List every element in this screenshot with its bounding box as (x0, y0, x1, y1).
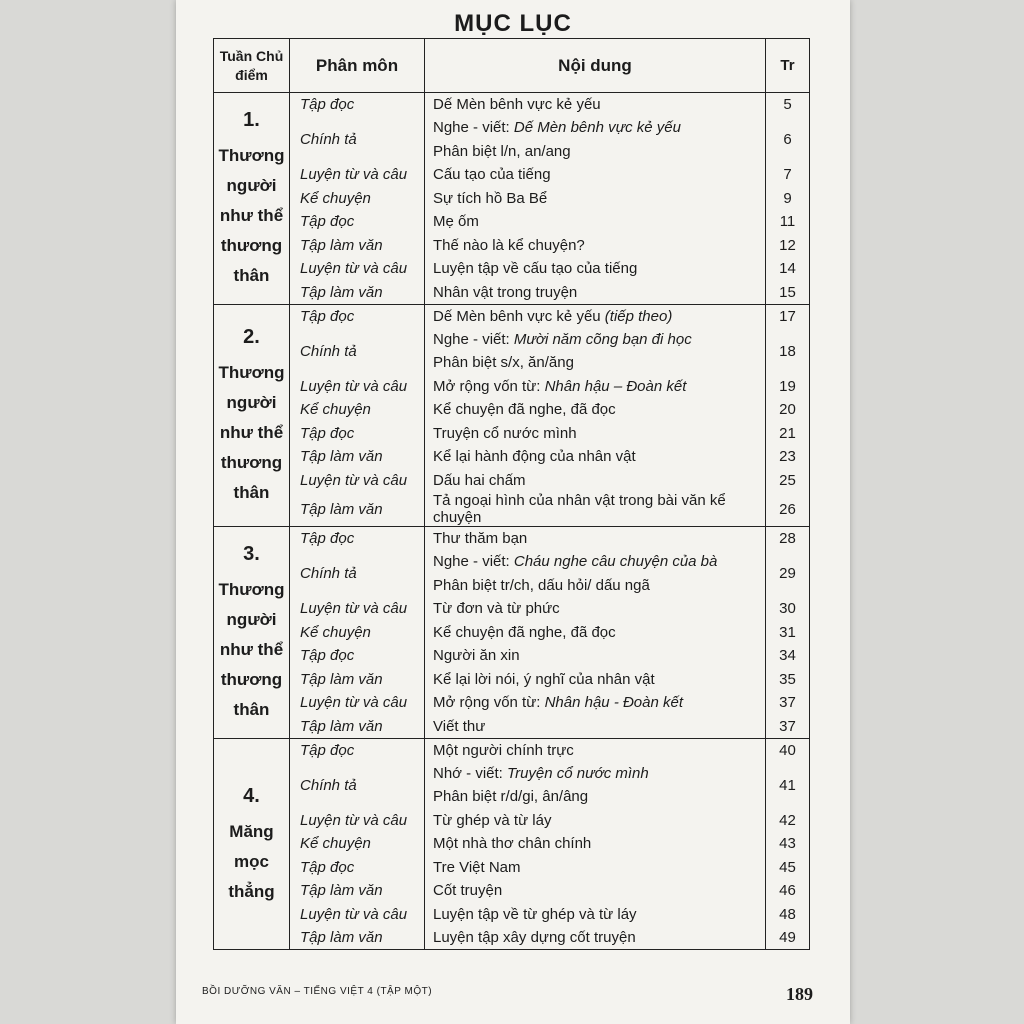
subject-cell: Tập đọc (290, 527, 425, 551)
content-text: Cốt truyện (433, 882, 503, 900)
header-page: Tr (766, 39, 810, 93)
week-number: 2. (243, 326, 260, 349)
table-row (214, 856, 810, 880)
content-italic-text: Cháu nghe câu chuyện của bà (513, 553, 718, 571)
content-text: Một nhà thơ chân chính (433, 835, 592, 853)
content-text: Từ ghép và từ láy (433, 811, 552, 829)
table-row (214, 187, 810, 211)
subject-cell: Chính tả (290, 550, 425, 597)
table-row (214, 762, 810, 786)
content-cell (425, 492, 766, 527)
subject-cell: Tập đọc (290, 93, 425, 117)
page-cell: 7 (766, 163, 810, 187)
content-text: Mở rộng vốn từ: (433, 694, 545, 712)
content-text: Nghe - viết: (433, 330, 514, 348)
content-italic-text: Mười năm cõng bạn đi học (513, 330, 692, 348)
content-text: Kể chuyện đã nghe, đã đọc (433, 401, 616, 419)
page-number: 189 (786, 984, 813, 1004)
content-cell (425, 328, 766, 352)
subject-cell: Tập làm văn (290, 715, 425, 739)
content-cell (425, 445, 766, 469)
table-row (214, 621, 810, 645)
content-text: Mẹ ốm (433, 213, 479, 231)
header-subject: Phân môn (290, 39, 425, 93)
subject-cell: Tập làm văn (290, 668, 425, 692)
subject-cell: Kể chuyện (290, 621, 425, 645)
table-row (214, 527, 810, 551)
content-cell (425, 234, 766, 258)
content-text: Truyện cổ nước mình (433, 424, 577, 442)
content-cell (425, 187, 766, 211)
page-cell: 6 (766, 116, 810, 163)
content-text: Tả ngoại hình của nhân vật trong bài văn kể chuyện (433, 492, 726, 526)
week-theme: Thương người như thể thương thân (218, 580, 285, 720)
page-cell: 40 (766, 738, 810, 762)
subject-cell: Luyện từ và câu (290, 375, 425, 399)
content-cell (425, 668, 766, 692)
page-cell: 5 (766, 93, 810, 117)
week-theme-cell (214, 527, 290, 739)
content-text: Người ăn xin (433, 647, 520, 665)
subject-cell: Luyện từ và câu (290, 809, 425, 833)
page-cell: 28 (766, 527, 810, 551)
table-row (214, 422, 810, 446)
subject-cell: Chính tả (290, 116, 425, 163)
content-cell (425, 281, 766, 305)
subject-cell: Luyện từ và câu (290, 597, 425, 621)
content-cell (425, 809, 766, 833)
page-cell: 30 (766, 597, 810, 621)
content-text: Kể lại lời nói, ý nghĩ của nhân vật (433, 670, 655, 688)
content-cell (425, 140, 766, 164)
content-cell (425, 832, 766, 856)
page-cell: 31 (766, 621, 810, 645)
subject-cell: Kể chuyện (290, 187, 425, 211)
subject-cell: Tập làm văn (290, 445, 425, 469)
subject-cell: Tập làm văn (290, 879, 425, 903)
content-cell (425, 550, 766, 574)
page-cell: 41 (766, 762, 810, 809)
header-week: Tuần Chủ điểm (214, 39, 290, 93)
table-row (214, 492, 810, 527)
content-cell (425, 691, 766, 715)
table-row (214, 738, 810, 762)
content-text: Nhân vật trong truyện (433, 283, 578, 301)
content-cell (425, 856, 766, 880)
page-cell: 12 (766, 234, 810, 258)
content-text: Sự tích hồ Ba Bể (433, 189, 548, 207)
subject-cell: Luyện từ và câu (290, 469, 425, 493)
week-theme: Thương người như thể thương thân (218, 146, 285, 286)
week-number: 4. (243, 784, 260, 807)
content-cell (425, 762, 766, 786)
content-cell (425, 879, 766, 903)
subject-cell: Tập làm văn (290, 492, 425, 527)
table-row (214, 903, 810, 927)
content-cell (425, 163, 766, 187)
content-cell (425, 715, 766, 739)
subject-cell: Tập đọc (290, 738, 425, 762)
content-italic-text: Dế Mèn bênh vực kẻ yếu (513, 119, 681, 137)
page-cell: 49 (766, 926, 810, 950)
content-cell (425, 210, 766, 234)
week-theme: Măng mọc thẳng (228, 821, 275, 901)
page-cell: 21 (766, 422, 810, 446)
content-cell (425, 398, 766, 422)
content-text: Thế nào là kể chuyện? (433, 236, 585, 254)
page-title: MỤC LỤC (454, 10, 572, 37)
content-text: Thư thăm bạn (433, 530, 528, 547)
content-text: Nhớ - viết: (433, 764, 508, 782)
book-page (176, 0, 850, 1024)
table-row (214, 210, 810, 234)
table-row (214, 926, 810, 950)
week-theme-cell (214, 304, 290, 527)
table-row (214, 469, 810, 493)
page-cell: 26 (766, 492, 810, 527)
page-cell: 34 (766, 644, 810, 668)
week-theme: Thương người như thể thương thân (218, 363, 285, 503)
page-cell: 48 (766, 903, 810, 927)
content-cell (425, 422, 766, 446)
table-row (214, 832, 810, 856)
week-theme-cell (214, 738, 290, 950)
table-row (214, 116, 810, 140)
content-cell (425, 351, 766, 375)
content-text: Mở rộng vốn từ: (433, 377, 545, 395)
content-text: Luyện tập về từ ghép và từ láy (433, 905, 637, 923)
content-cell (425, 903, 766, 927)
page-cell: 23 (766, 445, 810, 469)
content-cell (425, 738, 766, 762)
content-text: Dế Mèn bênh vực kẻ yếu (433, 96, 601, 113)
page-cell: 15 (766, 281, 810, 305)
content-text: Tre Việt Nam (433, 858, 521, 876)
content-text-line2: Phân biệt r/d/gi, ân/âng (433, 788, 589, 806)
page-cell: 11 (766, 210, 810, 234)
content-cell (425, 375, 766, 399)
content-text: Dế Mèn bênh vực kẻ yếu (433, 307, 605, 325)
subject-cell: Chính tả (290, 328, 425, 375)
content-italic-text: Nhân hậu - Đoàn kết (544, 694, 684, 712)
subject-cell: Luyện từ và câu (290, 903, 425, 927)
table-row (214, 668, 810, 692)
content-cell (425, 527, 766, 551)
page-cell: 37 (766, 715, 810, 739)
week-theme-cell (214, 93, 290, 305)
page-cell: 45 (766, 856, 810, 880)
table-row (214, 234, 810, 258)
table-row (214, 304, 810, 328)
page-cell: 42 (766, 809, 810, 833)
content-text: Nghe - viết: (433, 119, 514, 137)
table-row (214, 93, 810, 117)
table-row (214, 328, 810, 352)
content-cell (425, 116, 766, 140)
subject-cell: Luyện từ và câu (290, 163, 425, 187)
content-cell (425, 621, 766, 645)
content-text: Kể lại hành động của nhân vật (433, 448, 636, 466)
page-cell: 14 (766, 257, 810, 281)
content-cell (425, 574, 766, 598)
subject-cell: Tập làm văn (290, 926, 425, 950)
subject-cell: Kể chuyện (290, 398, 425, 422)
book-title-footer: BỒI DƯỠNG VĂN – TIẾNG VIỆT 4 (TẬP MỘT) (202, 986, 433, 997)
page-cell: 37 (766, 691, 810, 715)
content-text-line2: Phân biệt tr/ch, dấu hỏi/ dấu ngã (433, 576, 650, 594)
table-row (214, 281, 810, 305)
content-text: Dấu hai chấm (433, 471, 526, 489)
subject-cell: Tập đọc (290, 304, 425, 328)
content-cell (425, 469, 766, 493)
subject-cell: Tập đọc (290, 210, 425, 234)
content-text: Luyện tập xây dựng cốt truyện (433, 929, 636, 946)
content-italic-text: Nhân hậu – Đoàn kết (544, 377, 687, 395)
content-cell (425, 257, 766, 281)
content-cell (425, 644, 766, 668)
page-cell: 9 (766, 187, 810, 211)
subject-cell: Tập đọc (290, 856, 425, 880)
page-cell: 29 (766, 550, 810, 597)
content-text-line2: Phân biệt s/x, ăn/ăng (433, 354, 574, 372)
table-row (214, 445, 810, 469)
table-row (214, 691, 810, 715)
subject-cell: Kể chuyện (290, 832, 425, 856)
subject-cell: Chính tả (290, 762, 425, 809)
page-cell: 43 (766, 832, 810, 856)
content-text: Từ đơn và từ phức (433, 600, 560, 618)
subject-cell: Luyện từ và câu (290, 691, 425, 715)
table-row (214, 644, 810, 668)
page-cell: 20 (766, 398, 810, 422)
subject-cell: Tập đọc (290, 644, 425, 668)
content-text: Luyện tập về cấu tạo của tiếng (433, 260, 638, 278)
table-row (214, 163, 810, 187)
table-header-row (214, 39, 810, 93)
table-row (214, 550, 810, 574)
page-cell: 46 (766, 879, 810, 903)
table-row (214, 715, 810, 739)
content-cell (425, 926, 766, 950)
page-cell: 19 (766, 375, 810, 399)
content-cell (425, 597, 766, 621)
table-row (214, 375, 810, 399)
content-italic-text: Truyện cổ nước mình (507, 764, 649, 782)
table-row (214, 597, 810, 621)
subject-cell: Tập đọc (290, 422, 425, 446)
content-text: Một người chính trực (433, 741, 574, 759)
subject-cell: Tập làm văn (290, 281, 425, 305)
content-cell (425, 304, 766, 328)
week-number: 1. (243, 109, 260, 132)
week-number: 3. (243, 543, 260, 566)
toc-table (213, 38, 810, 950)
table-row (214, 879, 810, 903)
content-italic-text: (tiếp theo) (604, 307, 673, 325)
content-cell (425, 93, 766, 117)
page-cell: 35 (766, 668, 810, 692)
page-cell: 17 (766, 304, 810, 328)
content-text: Cấu tạo của tiếng (433, 166, 551, 184)
content-text: Nghe - viết: (433, 553, 514, 571)
content-text-line2: Phân biệt l/n, an/ang (433, 142, 571, 160)
table-row (214, 257, 810, 281)
table-row (214, 398, 810, 422)
subject-cell: Tập làm văn (290, 234, 425, 258)
subject-cell: Luyện từ và câu (290, 257, 425, 281)
content-text: Kể chuyện đã nghe, đã đọc (433, 623, 616, 641)
page-cell: 25 (766, 469, 810, 493)
page-cell: 18 (766, 328, 810, 375)
header-content: Nội dung (425, 39, 766, 93)
content-text: Viết thư (433, 717, 486, 735)
content-cell (425, 785, 766, 809)
table-row (214, 809, 810, 833)
